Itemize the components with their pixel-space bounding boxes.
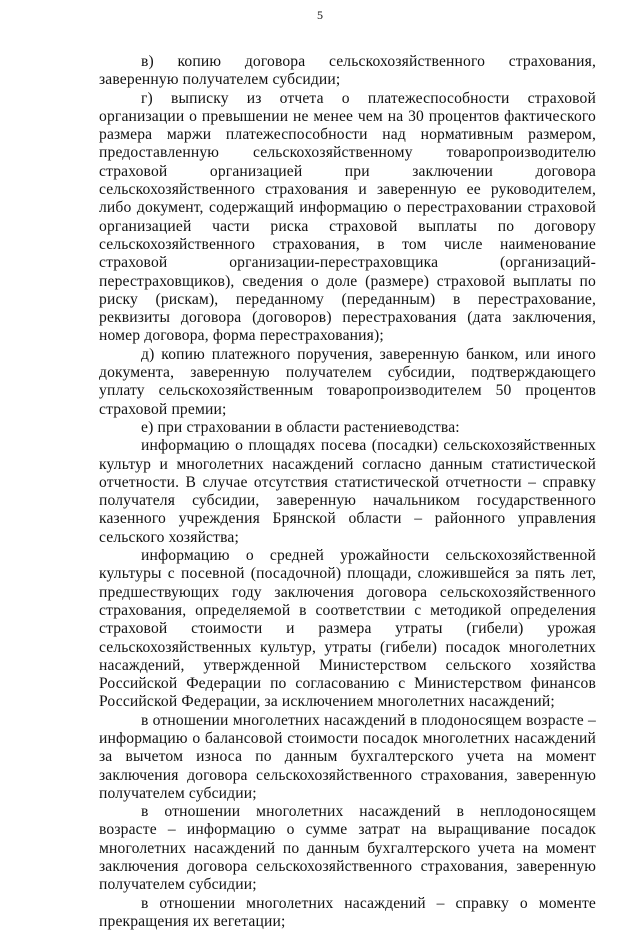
- paragraph-fruit-bearing: в отношении многолетних насаждений в плодоносящем возрасте – информацию о балансовой стоимости посадок многолетних насаждений за вычетом износа по данным бухгалтерского учета на момент заключения договора сельскохозяйственного страхования, заверенную получателем субсидии;: [99, 711, 596, 802]
- page-number: 5: [317, 8, 323, 22]
- paragraph-item-v: в) копию договора сельскохозяйственного страхования, заверенную получателем субсидии;: [99, 53, 596, 89]
- paragraph-item-d: д) копию платежного поручения, заверенную банком, или иного документа, заверенную получателем субсидии, подтверждающего уплату сельскохозяйственным товаропроизводителем 50 процентов страховой премии;: [99, 345, 596, 418]
- paragraph-item-g: г) выписку из отчета о платежеспособности страховой организации о превышении не менее чем на 30 процентов фактического размера маржи платежеспособности над нормативным размером, предоставленную сельскохозяйственному товаропроизводителю страховой организацией при заключении договора сельскохозяйственного страхования и заверенную ее руководителем, либо документ, содержащий информацию о перестраховании страховой организацией части риска страховой выплаты по договору сельскохозяйственного страхования, в том числе наименование страховой организации-перестраховщика (организаций-перестраховщиков), сведения о доле (размере) страховой выплаты по риску (рискам), переданному (переданным) в перестрахование, реквизиты договора (договоров) перестрахования (дата заключения, номер договора, форма перестрахования);: [99, 89, 596, 345]
- paragraph-sowing-area: информацию о площадях посева (посадки) сельскохозяйственных культур и многолетних насаждений согласно данным статистической отчетности. В случае отсутствия статистической отчетности – справку получателя субсидии, заверенную начальником государственного казенного учреждения Брянской области – районного управления сельского хозяйства;: [99, 437, 596, 546]
- document-body: [99, 53, 596, 931]
- paragraph-item-e: е) при страховании в области растениеводства:: [141, 418, 460, 436]
- paragraph-non-fruit-bearing: в отношении многолетних насаждений в неплодоносящем возрасте – информацию о сумме затрат на выращивание посадок многолетних насаждений по данным бухгалтерского учета на момент заключения договора сельскохозяйственного страхования, заверенную получателем субсидии;: [99, 803, 596, 894]
- paragraph-average-yield: информацию о средней урожайности сельскохозяйственной культуры с посевной (посадочной) площади, сложившейся за пять лет, предшествующих году заключения договора сельскохозяйственного страхования, определяемой в соответствии с методикой определения страховой стоимости и размера утраты (гибели) урожая сельскохозяйственных культур, утраты (гибели) посадок многолетних насаждений, утвержденной Министерством сельского хозяйства Российской Федерации по согласованию с Министерством финансов Российской Федерации, за исключением многолетних насаждений;: [99, 547, 596, 711]
- paragraph-vegetation-end: в отношении многолетних насаждений – справку о моменте прекращения их вегетации;: [99, 894, 596, 930]
